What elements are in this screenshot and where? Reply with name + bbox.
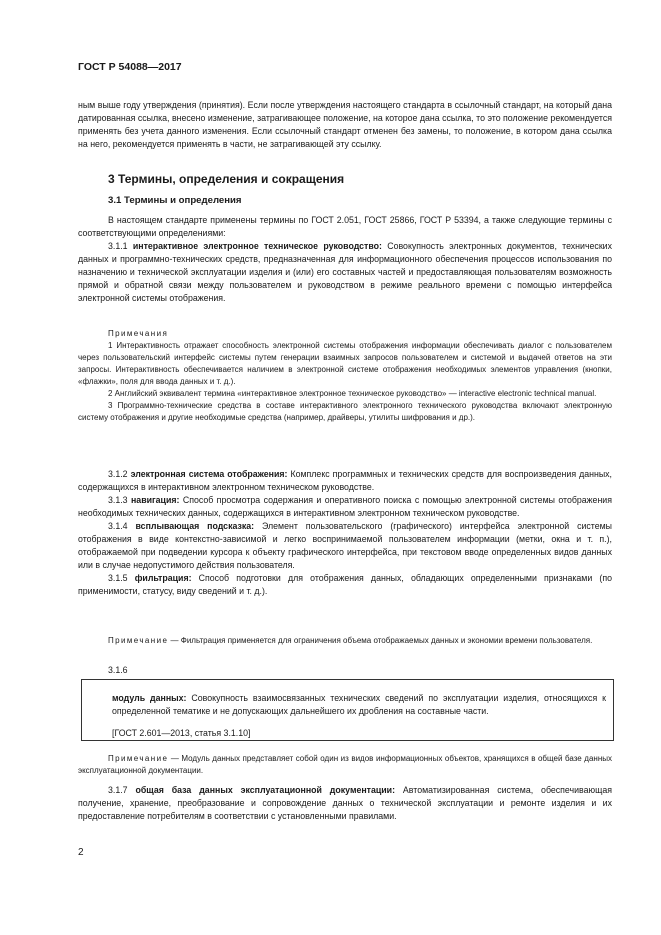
notes-block [78,328,612,424]
term-name: фильтрация: [134,573,192,583]
term-name: навигация: [130,495,180,505]
term-name: электронная система отображения: [130,469,288,479]
note-data-module: Примечание — Модуль данных представляет собой один из видов информационных объектов, хранящихся в общей базе данных эксплуатационной документации. [78,754,612,775]
term-name: модуль данных: [112,692,187,703]
term-name: всплывающая подсказка: [135,521,255,531]
term-3-1-6: модуль данных: Совокупность взаимосвязанных технических сведений по эксплуатации изделия, относящихся к определенной тематике и не допускающих дальнейшего их дробления на составные части. [ГОСТ 2.601—2013, статья 3.1.10] [112,692,606,738]
term-name: общая база данных эксплуатационной документации: [135,785,396,795]
terms-block [78,468,612,598]
intro-paragraph [78,99,612,151]
term-3-1-4: 3.1.4 всплывающая подсказка: Элемент пользовательского (графического) интерфейса электронной системы отображения в виде контекстно-зависимой и легко воспринимаемой пользователем информации (метки, окна и т. п.), отображаемой при подведении курсора к объекту графического интерфейса, при текстовом вводе определенных видов данных или в случае недопустимого действия пользователя. [78,521,612,570]
page-number: 2 [78,847,84,858]
note-item: 3 Программно-технические средства в составе интерактивного электронного технического руководства включают электронную систему отображения и другие необходимые средства (например, драйверы, утилиты шифрования и др.). [78,401,612,422]
term-3-1-6-number: 3.1.6 [108,665,128,675]
note-item: 1 Интерактивность отражает способность электронной системы отображения информации обеспечивать диалог с пользователем через пользовательский интерфейс системы путем генерации взаимных запросов пользователем и системой и выдачей ответов на эти запросы. Интерактивность обеспечивается наличием в электронной системе отображения необходимых элементов управления (кнопки, «флажки», поля для ввода данных и т. д.). [78,341,612,386]
term-3-1-2: 3.1.2 электронная система отображения: Комплекс программных и технических средств для воспроизведения данных, содержащихся в интерактивном электронном техническом руководстве. [78,469,612,492]
intro-text: ным выше году утверждения (принятия). Если после утверждения настоящего стандарта в ссылочный стандарт, на который дана датированная ссылка, внесено изменение, затрагивающее положение, на которое дана ссылка, то это положение рекомендуется применять без учета данного изменения. Если ссылочный стандарт отменен без замены, то положение, в котором дана ссылка на него, рекомендуется применять в части, не затрагивающей эту ссылку. [78,100,612,149]
term-3-1-7: 3.1.7 общая база данных эксплуатационной документации: Автоматизированная система, обеспечивающая получение, хранение, преобразование и сопровождение данных о технической эксплуатации и ремонте изделия и их предоставление потребителям в соответствии с установленными правилами. [78,785,612,821]
term-3-1-3: 3.1.3 навигация: Способ просмотра содержания и оперативного поиска с помощью электронной системы отображения необходимых технических данных, содержащихся в интерактивном электронном техническом руководстве. [78,495,612,518]
document-header: ГОСТ Р 54088—2017 [78,61,182,73]
note-item: 2 Английский эквивалент термина «интерактивное электронное техническое руководство» — interactive electronic technical manual. [108,389,597,398]
term-3-1-5: 3.1.5 фильтрация: Способ подготовки для отображения данных, обладающих определенными признаками (по применимости, статусу, виду сведений и т. д.). [78,573,613,596]
notes-label: Примечания [108,329,169,338]
term-reference: [ГОСТ 2.601—2013, статья 3.1.10] [112,727,251,738]
term-3-1-7-block [78,784,612,823]
lead-paragraph [78,214,612,305]
section-title: 3 Термины, определения и сокращения [108,172,345,186]
note-filter: Примечание — Фильтрация применяется для ограничения объема отображаемых данных и экономии времени пользователя. [108,636,593,645]
term-3-1-1: 3.1.1 интерактивное электронное техническое руководство: Совокупность электронных документов, технических данных и программно-технических средств, предназначенная для информационного обеспечения процессов использования по назначению и технической эксплуатации изделия и (или) его составных частей и предоставляющая пользователям возможность прямой и обратной связи между пользователем и руководством в режиме реального времени с помощью интерфейса электронной системы отображения. [78,241,612,303]
lead-text: В настоящем стандарте применены термины по ГОСТ 2.051, ГОСТ 25866, ГОСТ Р 53394, а также следующие термины с соответствующими определениями: [78,215,612,238]
term-name: интерактивное электронное техническое руководство: [132,241,382,251]
subsection-title: 3.1 Термины и определения [108,195,242,206]
